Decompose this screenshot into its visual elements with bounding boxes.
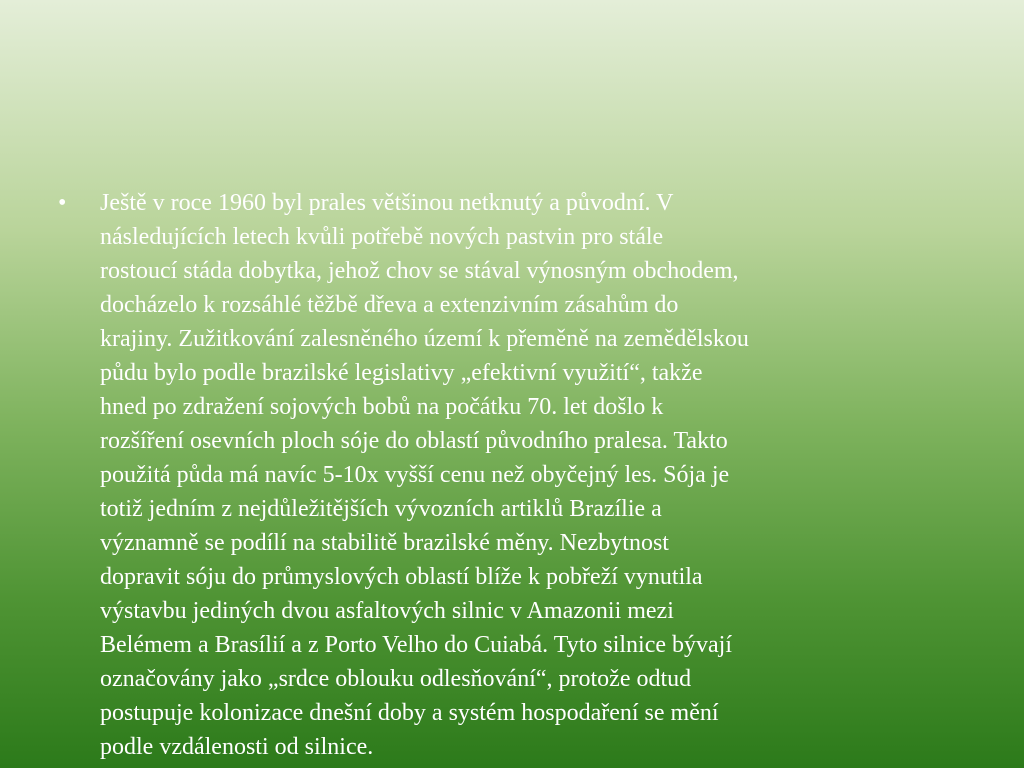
text-line: Ještě v roce 1960 byl prales většinou netknutý a původní. V	[100, 190, 674, 216]
text-line: významně se podílí na stabilitě brazilské měny. Nezbytnost	[100, 530, 669, 556]
text-line: krajiny. Zužitkování zalesněného území k přeměně na zemědělskou	[100, 326, 749, 352]
text-line: totiž jedním z nejdůležitějších vývozních artiklů Brazílie a	[100, 496, 662, 522]
bullet-icon: •	[58, 190, 67, 216]
bullet-paragraph	[58, 186, 968, 764]
text-line: následujících letech kvůli potřebě nových pastvin pro stále	[100, 224, 664, 250]
text-line: použitá půda má navíc 5-10x vyšší cenu než obyčejný les. Sója je	[100, 462, 730, 488]
text-line: postupuje kolonizace dnešní doby a systém hospodaření se mění	[100, 700, 719, 726]
text-line: docházelo k rozsáhlé těžbě dřeva a extenzivním zásahům do	[100, 292, 679, 318]
text-line: podle vzdálenosti od silnice.	[100, 734, 374, 760]
text-line: Belémem a Brasílií a z Porto Velho do Cuiabá. Tyto silnice bývají	[100, 632, 732, 658]
text-line: rostoucí stáda dobytka, jehož chov se stával výnosným obchodem,	[100, 258, 739, 284]
text-line: označovány jako „srdce oblouku odlesňování“, protože odtud	[100, 666, 692, 692]
text-line: půdu bylo podle brazilské legislativy „efektivní využití“, takže	[100, 360, 703, 386]
paragraph-text	[100, 186, 749, 764]
text-line: dopravit sóju do průmyslových oblastí blíže k pobřeží vynutila	[100, 564, 703, 590]
text-line: výstavbu jediných dvou asfaltových silnic v Amazonii mezi	[100, 598, 674, 624]
text-line: hned po zdražení sojových bobů na počátku 70. let došlo k	[100, 394, 664, 420]
text-line: rozšíření osevních ploch sóje do oblastí původního pralesa. Takto	[100, 428, 728, 454]
